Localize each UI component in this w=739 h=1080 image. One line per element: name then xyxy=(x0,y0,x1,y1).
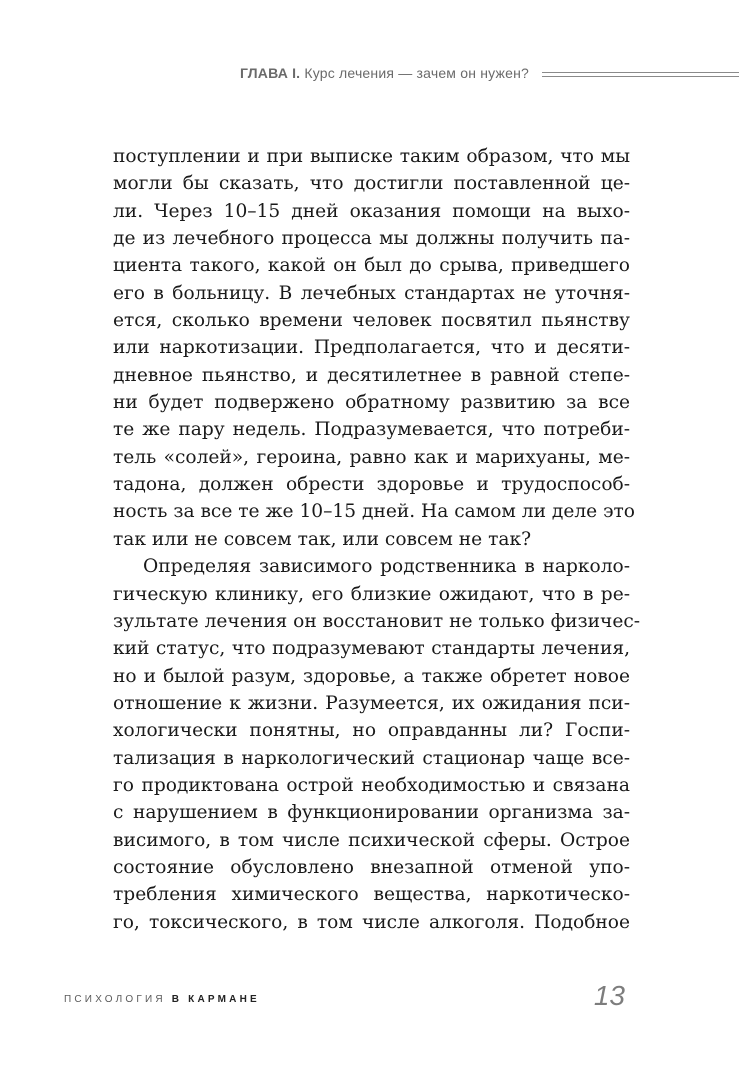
text-line: или наркотизации. Предполагается, что и десяти- xyxy=(113,337,630,359)
paragraph-first-line: Определяя зависимого родственника в нарколо- xyxy=(143,556,630,578)
text-line: отношение к жизни. Разумеется, их ожидания пси- xyxy=(113,692,630,714)
page-footer xyxy=(0,980,739,1020)
text-line: с нарушением в функционировании организма за- xyxy=(113,802,630,824)
text-line: ность за все те же 10–15 дней. На самом ли деле это xyxy=(113,501,635,523)
text-line: го, токсического, в том числе алкоголя. Подобное xyxy=(113,911,630,933)
text-line: гическую клинику, его близкие ожидают, что в ре- xyxy=(113,583,630,605)
text-line: ли. Через 10–15 дней оказания помощи на выхо- xyxy=(113,200,630,222)
text-line: ется, сколько времени человек посвятил пьянству xyxy=(113,310,630,332)
text-line: го продиктована острой необходимостью и связана xyxy=(113,774,630,796)
text-line: тализация в наркологический стационар чаще все- xyxy=(113,747,630,769)
text-line: могли бы сказать, что достигли поставленной це- xyxy=(113,173,630,195)
body-text xyxy=(113,143,641,936)
text-line: висимого, в том числе психической сферы. Острое xyxy=(113,829,630,851)
text-line: кий статус, что подразумевают стандарты лечения, xyxy=(113,638,630,660)
text-line: те же пару недель. Подразумевается, что потреби- xyxy=(113,419,630,441)
chapter-label: ГЛАВА I. xyxy=(239,65,301,81)
header-rule-line xyxy=(542,72,739,73)
text-line: дневное пьянство, и десятилетнее в равной степе- xyxy=(113,364,630,386)
text-line: но и былой разум, здоровье, а также обретет новое xyxy=(113,665,630,687)
series-title xyxy=(64,994,260,1005)
text-line: требления химического вещества, наркотическо- xyxy=(113,884,630,906)
running-header xyxy=(0,62,739,86)
chapter-heading xyxy=(240,62,529,84)
text-line: де из лечебного процесса мы должны получить па- xyxy=(113,228,630,250)
text-line: его в больницу. В лечебных стандартах не уточня- xyxy=(113,282,630,304)
header-rule-line xyxy=(542,76,739,77)
text-line: так или не совсем так, или совсем не так? xyxy=(113,528,532,550)
text-line: тель «солей», героина, равно как и марихуаны, ме- xyxy=(113,446,630,468)
text-line: зультате лечения он восстановит не только физичес- xyxy=(113,610,641,632)
text-line: состояние обусловлено внезапной отменой упо- xyxy=(113,856,630,878)
series-prefix: ПСИХОЛОГИЯ xyxy=(64,994,166,1005)
header-rule xyxy=(542,72,739,80)
text-line: тадона, должен обрести здоровье и трудоспособ- xyxy=(113,474,630,496)
text-line: поступлении и при выписке таким образом, что мы xyxy=(113,146,630,167)
text-line: циента такого, какой он был до срыва, приведшего xyxy=(113,255,630,277)
chapter-title: Курс лечения — зачем он нужен? xyxy=(304,65,529,81)
page-number: 13 xyxy=(593,980,625,1011)
text-line: ни будет подвержено обратному развитию за все xyxy=(113,392,630,414)
series-emphasis: В КАРМАНЕ xyxy=(171,994,260,1005)
text-line: хологически понятны, но оправданны ли? Госпи- xyxy=(113,720,630,742)
